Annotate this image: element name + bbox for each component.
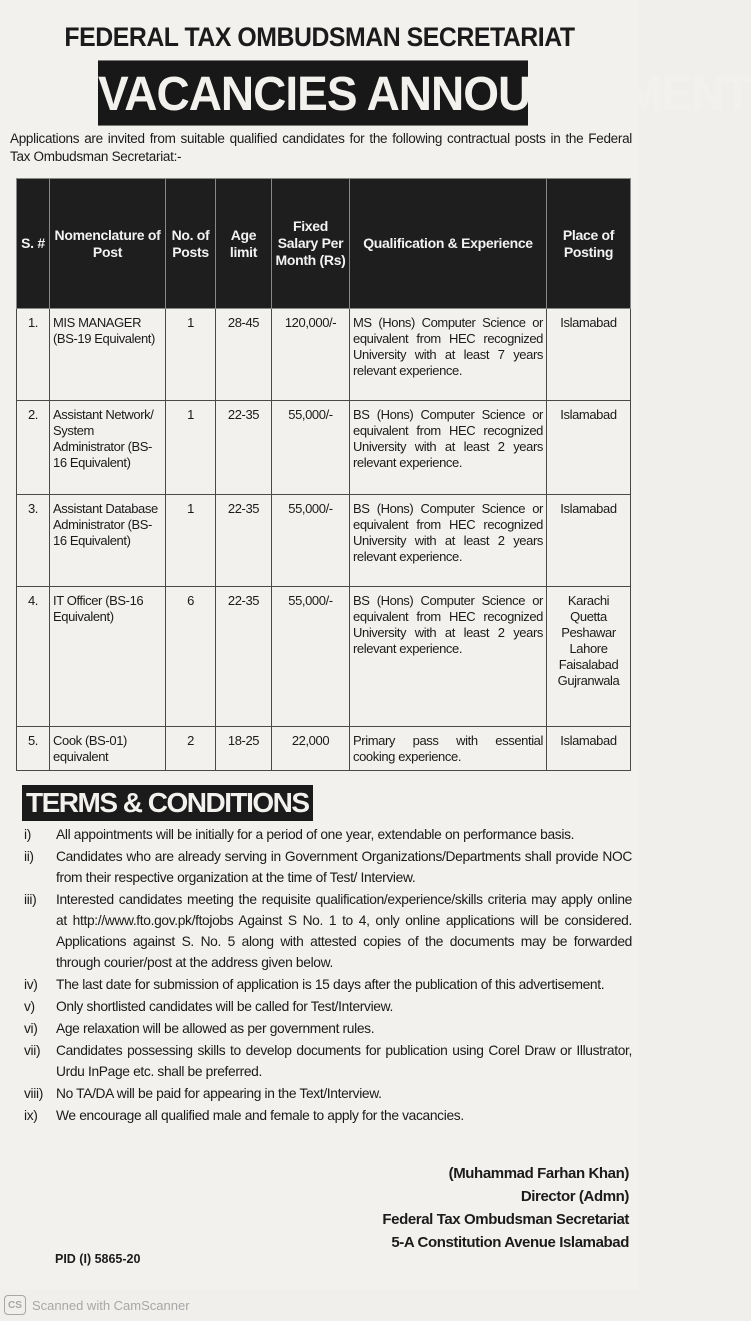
pid-code: PID (I) 5865-20 — [55, 1252, 141, 1266]
term-text: No TA/DA will be paid for appearing in the Text/Interview. — [56, 1086, 382, 1101]
cell-age: 22-35 — [216, 587, 272, 727]
list-item — [22, 974, 632, 995]
scanner-watermark — [4, 1294, 190, 1316]
table-row — [17, 727, 631, 771]
signatory-designation: Director (Admn) — [520, 1188, 629, 1205]
col-header-qualification: Qualification & Experience — [350, 179, 547, 309]
term-number: iii) — [24, 892, 37, 907]
term-number: ix) — [24, 1108, 38, 1123]
cell-posts: 6 — [166, 587, 216, 727]
signatory-name: (Muhammad Farhan Khan) — [448, 1165, 629, 1182]
list-item — [22, 996, 632, 1017]
list-item — [22, 1018, 632, 1039]
cell-qualification: BS (Hons) Computer Science or equivalent from HEC recognized University with at least 2 years relevant experience. — [350, 587, 547, 727]
list-item — [22, 1040, 632, 1082]
organization-name: Federal Tax Ombudsman Secretariat — [382, 1211, 629, 1228]
cell-post: Assistant Database Administrator (BS-16 Equivalent) — [50, 495, 166, 587]
page-title: FEDERAL TAX OMBUDSMAN SECRETARIAT — [64, 22, 575, 52]
cell-sn: 1. — [17, 309, 50, 401]
cell-salary: 55,000/- — [272, 401, 350, 495]
term-number: ii) — [24, 849, 34, 864]
intro-paragraph: Applications are invited from suitable qualified candidates for the following contractual posts in the Federal Tax Ombudsman Secretariat:- — [10, 131, 632, 164]
organization-address: 5-A Constitution Avenue Islamabad — [391, 1234, 629, 1251]
watermark-text: Scanned with CamScanner — [32, 1297, 190, 1313]
cell-age: 22-35 — [216, 495, 272, 587]
cell-age: 28-45 — [216, 309, 272, 401]
cell-place: Islamabad — [547, 495, 631, 587]
camscanner-logo-icon: CS — [4, 1295, 26, 1315]
cell-salary: 55,000/- — [272, 587, 350, 727]
list-item — [22, 1083, 632, 1104]
cell-post: IT Officer (BS-16 Equivalent) — [50, 587, 166, 727]
cell-qualification: MS (Hons) Computer Science or equivalent from HEC recognized University with at least 7 years relevant experience. — [350, 309, 547, 401]
list-item — [22, 1105, 632, 1126]
term-text: Candidates who are already serving in Government Organizations/Departments shall provide NOC from their respective organization at the time of Test/ Interview. — [56, 849, 632, 885]
cell-age: 22-35 — [216, 401, 272, 495]
col-header-salary: Fixed Salary Per Month (Rs) — [272, 179, 350, 309]
terms-heading: TERMS & CONDITIONS — [22, 785, 313, 821]
cell-place: Islamabad — [547, 401, 631, 495]
cell-age: 18-25 — [216, 727, 272, 771]
vacancies-table — [16, 178, 631, 771]
cell-sn: 2. — [17, 401, 50, 495]
term-number: v) — [24, 999, 35, 1014]
cell-posts: 2 — [166, 727, 216, 771]
cell-post: Assistant Network/ System Administrator (BS-16 Equivalent) — [50, 401, 166, 495]
term-number: iv) — [24, 977, 38, 992]
table-row — [17, 401, 631, 495]
cell-post: Cook (BS-01) equivalent — [50, 727, 166, 771]
cell-qualification: BS (Hons) Computer Science or equivalent from HEC recognized University with at least 2 years relevant experience. — [350, 401, 547, 495]
cell-salary: 22,000 — [272, 727, 350, 771]
col-header-age: Age limit — [216, 179, 272, 309]
term-text: All appointments will be initially for a period of one year, extendable on performance basis. — [56, 827, 575, 842]
term-number: vii) — [24, 1043, 41, 1058]
term-text: The last date for submission of application is 15 days after the publication of this advertisement. — [56, 977, 605, 992]
vacancies-banner: VACANCIES ANNOUNCEMENT — [98, 60, 528, 125]
cell-post: MIS MANAGER (BS-19 Equivalent) — [50, 309, 166, 401]
cell-salary: 55,000/- — [272, 495, 350, 587]
cell-place: Islamabad — [547, 727, 631, 771]
term-text: Age relaxation will be allowed as per government rules. — [56, 1021, 375, 1036]
term-number: i) — [24, 827, 31, 842]
table-row — [17, 495, 631, 587]
col-header-sn: S. # — [17, 179, 50, 309]
term-text: Candidates possessing skills to develop documents for publication using Corel Draw or Illustrator, Urdu InPage etc. shall be preferred. — [56, 1043, 632, 1079]
list-item — [22, 824, 632, 845]
cell-posts: 1 — [166, 309, 216, 401]
cell-qualification: Primary pass with essential cooking experience. — [350, 727, 547, 771]
term-text: Only shortlisted candidates will be called for Test/Interview. — [56, 999, 393, 1014]
col-header-place: Place of Posting — [547, 179, 631, 309]
term-text: We encourage all qualified male and female to apply for the vacancies. — [56, 1108, 464, 1123]
list-item — [22, 889, 632, 973]
cell-place: Karachi Quetta Peshawar Lahore Faisalabad Gujranwala — [547, 587, 631, 727]
cell-sn: 5. — [17, 727, 50, 771]
cell-qualification: BS (Hons) Computer Science or equivalent from HEC recognized University with at least 2 years relevant experience. — [350, 495, 547, 587]
signature-block — [382, 1162, 629, 1254]
list-item — [22, 846, 632, 888]
cell-sn: 3. — [17, 495, 50, 587]
col-header-post: Nomenclature of Post — [50, 179, 166, 309]
term-number: viii) — [24, 1086, 43, 1101]
cell-place: Islamabad — [547, 309, 631, 401]
cell-posts: 1 — [166, 495, 216, 587]
cell-sn: 4. — [17, 587, 50, 727]
col-header-posts: No. of Posts — [166, 179, 216, 309]
cell-salary: 120,000/- — [272, 309, 350, 401]
terms-list — [22, 824, 632, 1127]
term-number: vi) — [24, 1021, 38, 1036]
cell-posts: 1 — [166, 401, 216, 495]
table-row — [17, 309, 631, 401]
table-row — [17, 587, 631, 727]
table-header-row — [17, 179, 631, 309]
term-text: Interested candidates meeting the requisite qualification/experience/skills criteria may apply online at http://www.fto.gov.pk/ftojobs Against S No. 1 to 4, only online applications will be considered. Applications against S. No. 5 along with attested copies of the documents may be forwarded through courier/post at the address given below. — [56, 892, 632, 970]
